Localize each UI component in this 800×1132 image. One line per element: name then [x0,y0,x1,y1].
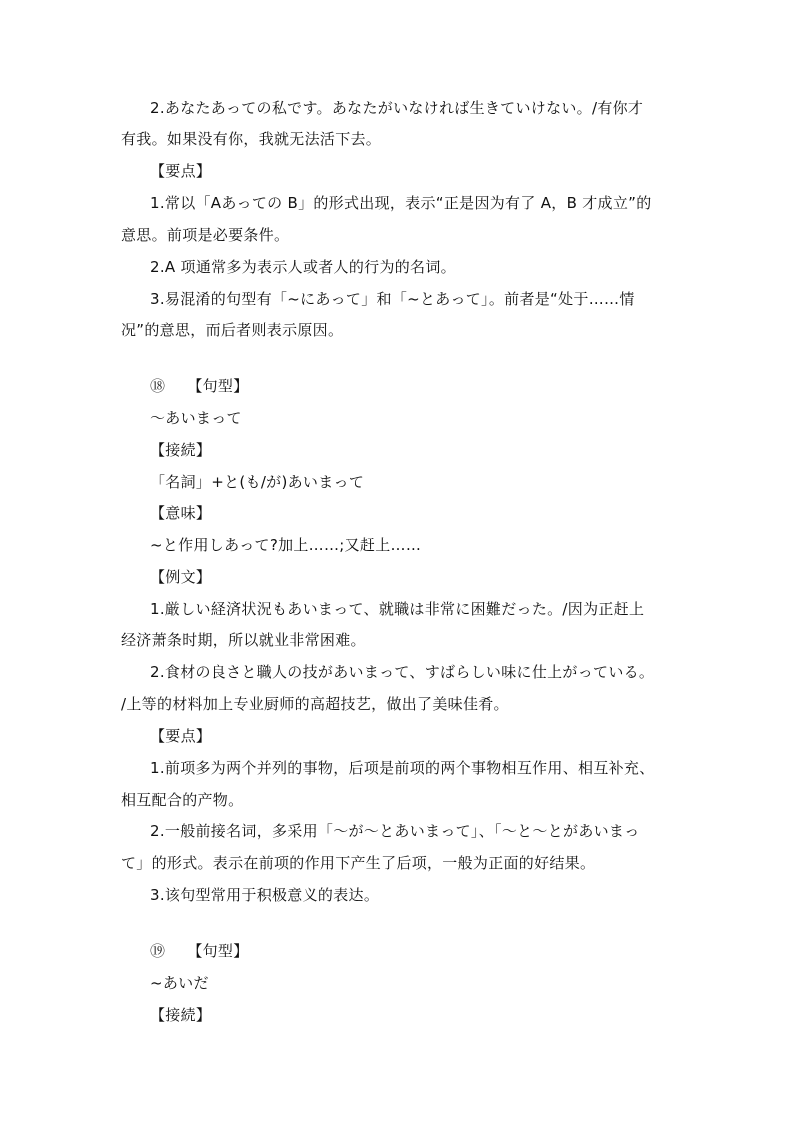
point-3-line-2: 况”的意思，而后者则表示原因。 [121,321,344,339]
example-2-line-2: 有我。如果没有你，我就无法活下去。 [121,130,382,148]
points-heading: 【要点】 [150,727,212,745]
point-2: 2.A 项通常多为表示人或者人的行为的名词。 [150,258,456,276]
meaning-text: ~と作用しあって?加上……;又赶上…… [150,536,422,554]
pattern-heading: 【句型】 [187,377,249,395]
example-1-line-1: 1.厳しい経済状況もあいまって、就職は非常に困難だった。/因为正赶上 [150,600,645,618]
pattern-text: ~あいだ [150,974,209,992]
section-number: ⑲ [150,942,166,960]
section-19-heading [150,941,710,961]
example-2-line-1: 2.あなたあっての私です。あなたがいなければ生きていけない。/有你才 [150,99,644,117]
examples-heading: 【例文】 [150,568,212,586]
connection-heading: 【接続】 [150,441,212,459]
point-1-line-1: 1.前项多为两个并列的事物，后项是前项的两个事物相互作用、相互补充、 [150,759,655,777]
point-2-line-2: て」的形式。表示在前项的作用下产生了后项，一般为正面的好结果。 [121,854,596,872]
meaning-heading: 【意味】 [150,504,212,522]
point-2-line-1: 2.一般前接名词，多采用「～が～とあいまって」、「～と～とがあいまっ [150,822,640,840]
pattern-heading: 【句型】 [187,942,249,960]
example-2-line-2: /上等的材料加上专业厨师的高超技艺，做出了美味佳肴。 [121,695,509,713]
points-heading: 【要点】 [150,162,212,180]
example-2-line-1: 2.食材の良さと職人の技があいまって、すばらしい味に仕上がっている。 [150,663,655,681]
example-1-line-2: 经济萧条时期，所以就业非常困难。 [121,631,366,649]
point-3: 3.该句型常用于积极意义的表达。 [150,886,380,904]
point-1-line-2: 相互配合的产物。 [121,791,244,809]
point-1-line-2: 意思。前项是必要条件。 [121,226,290,244]
point-1-line-1: 1.常以「Aあっての B」的形式出现，表示“正是因为有了 A，B 才成立”的 [150,194,652,212]
section-number: ⑱ [150,377,166,395]
connection-heading: 【接続】 [150,1006,212,1024]
point-3-line-1: 3.易混淆的句型有「~にあって」和「~とあって」。前者是“处于……情 [150,290,635,308]
connection-text: 「名詞」+と(も/が)あいまって [150,473,365,491]
pattern-text: ～あいまって [150,409,242,427]
section-18-heading [150,376,710,396]
